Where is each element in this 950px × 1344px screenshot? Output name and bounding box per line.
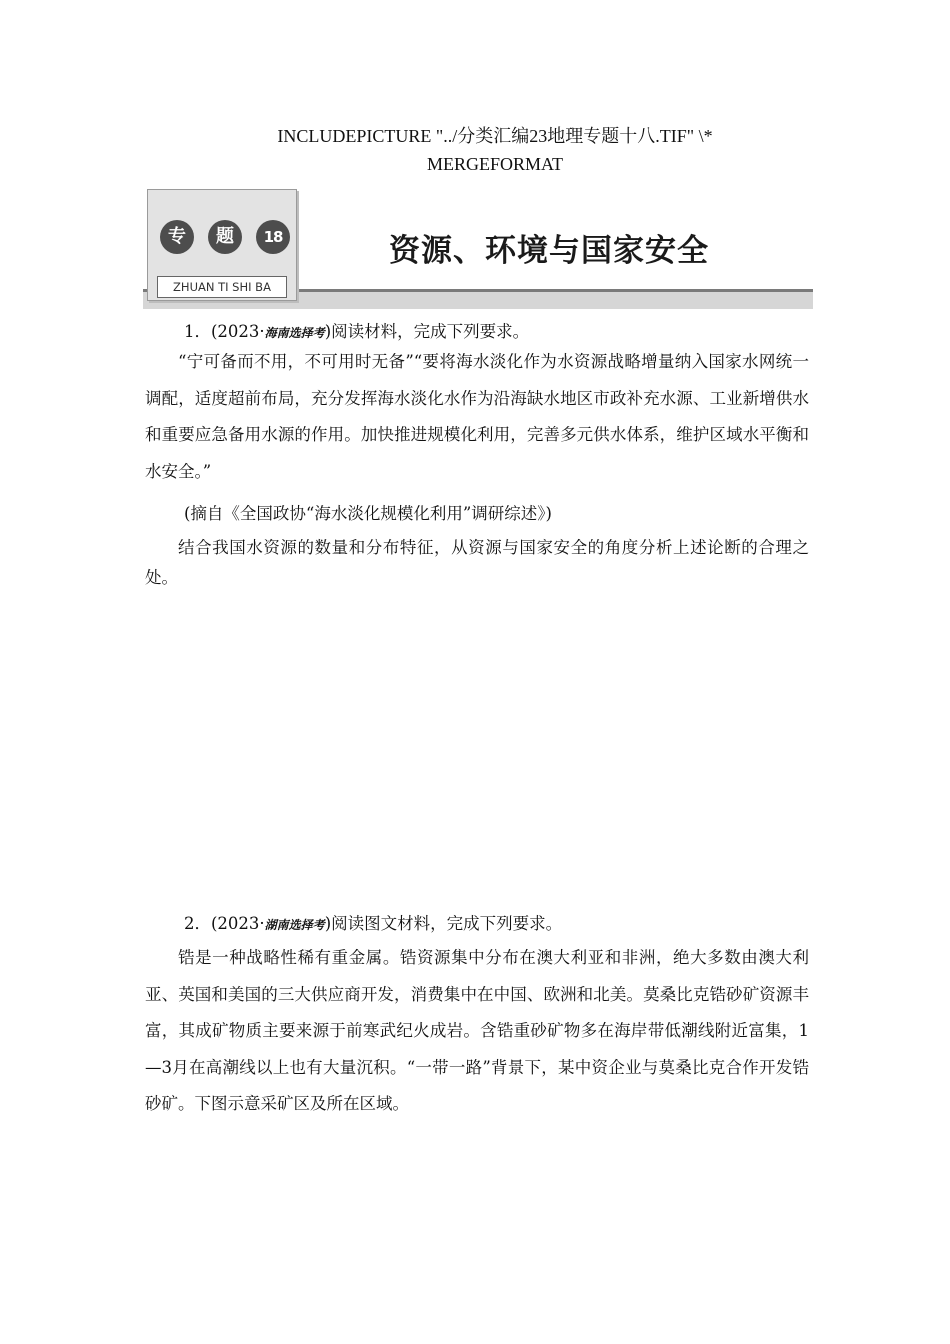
- badge-pinyin: ZHUAN TI SHI BA: [157, 276, 287, 298]
- q2-material: 锆是一种战略性稀有重金属。锆资源集中分布在澳大利亚和非洲，绝大多数由澳大利亚、英国和美国的三大供应商开发，消费集中在中国、欧洲和北美。莫桑比克锆砂矿资源丰富，其成矿物质主要来源于前寒武纪火成岩。含锆重砂矿物多在海岸带低潮线附近富集，1—3月在高潮线以上也有大量沉积。“一带一路”背景下，某中资企业与莫桑比克合作开发锆砂矿。下图示意采矿区及所在区域。: [145, 948, 809, 1113]
- q2-number: 2．(2023·: [184, 914, 265, 933]
- badge-char-1: 专: [160, 220, 194, 254]
- q1-number: 1．(2023·: [184, 322, 265, 341]
- q1-quote: “宁可备而不用，不可用时无备”“要将海水淡化作为水资源战略增量纳入国家水网统一调配，适度超前布局，充分发挥海水淡化水作为沿海缺水地区市政补充水源、工业新增供水和重要应急备用水源的作用。加快推进规模化利用，完善多元供水体系，维护区域水平衡和水安全。”: [145, 352, 809, 481]
- q1-exam-tag: 海南选择考: [264, 326, 325, 340]
- q2-instruction: )阅读图文材料，完成下列要求。: [324, 914, 563, 933]
- badge-number: 18: [256, 220, 290, 254]
- include-picture-field: [0, 122, 950, 178]
- include-field-line1: INCLUDEPICTURE "../分类汇编23地理专题十八.TIF" \*: [277, 126, 713, 146]
- topic-title: 资源、环境与国家安全: [389, 233, 709, 269]
- q2-exam-tag: 湖南选择考: [264, 918, 325, 932]
- topic-badge: [147, 189, 297, 301]
- badge-char-2: 题: [208, 220, 242, 254]
- include-field-line2: MERGEFORMAT: [426, 154, 564, 174]
- q1-instruction: )阅读材料，完成下列要求。: [324, 322, 530, 341]
- q2-heading: [184, 910, 809, 939]
- q1-question: 结合我国水资源的数量和分布特征，从资源与国家安全的角度分析上述论断的合理之处。: [145, 538, 809, 587]
- q1-source: (摘自《全国政协“海水淡化规模化利用”调研综述》): [184, 504, 552, 523]
- q1-heading: [184, 318, 809, 347]
- topic-banner: [143, 185, 813, 311]
